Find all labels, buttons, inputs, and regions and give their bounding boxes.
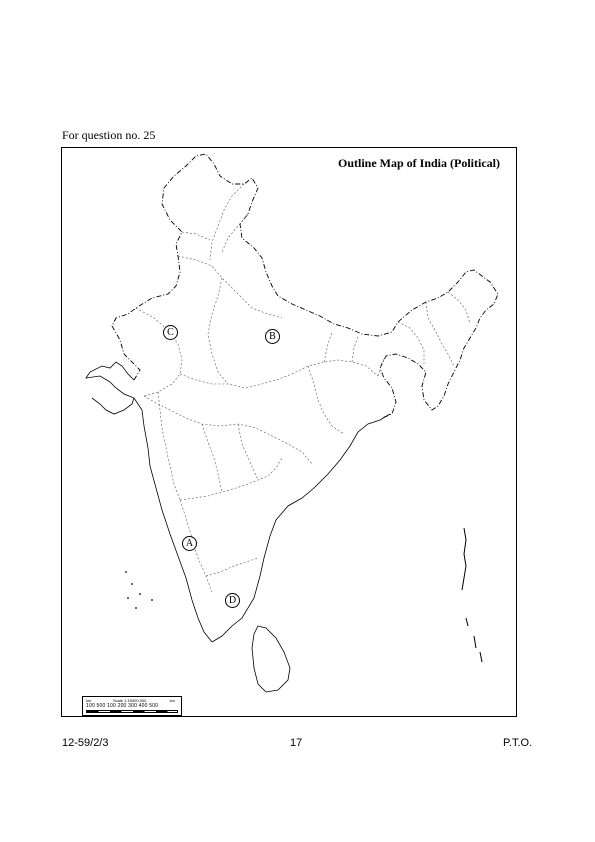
marker-d: D [225, 593, 240, 608]
international-border [112, 154, 498, 418]
scale-ratio: Scale 1:15000,000 [113, 698, 147, 703]
andaman-islands [462, 528, 466, 590]
page-number: 17 [290, 737, 303, 749]
marker-a: A [182, 536, 197, 551]
marker-c: C [163, 325, 178, 340]
map-title: Outline Map of India (Political) [338, 156, 500, 170]
state-boundaries [136, 184, 470, 592]
nicobar-islands [466, 618, 482, 662]
scale-bar [86, 710, 178, 713]
gujarat-coast [86, 362, 134, 398]
paper-code: 12-59/2/3 [62, 737, 109, 749]
lakshadweep-islands [125, 571, 153, 609]
scale-unit-right: km [169, 698, 175, 703]
pto-note: P.T.O. [503, 737, 533, 749]
western-coastline [134, 398, 212, 642]
question-label: For question no. 25 [62, 128, 156, 142]
scale-ticks: 100 500 100 200 300 400 500 [86, 703, 159, 709]
india-outline-map [62, 148, 518, 718]
map-frame [61, 147, 517, 717]
sri-lanka-outline [252, 626, 290, 692]
eastern-coastline [212, 414, 390, 642]
scale-unit-left: km [86, 698, 92, 703]
scale-bar-legend [82, 696, 182, 716]
kathiawar-coast [92, 398, 134, 414]
marker-b: B [265, 329, 280, 344]
